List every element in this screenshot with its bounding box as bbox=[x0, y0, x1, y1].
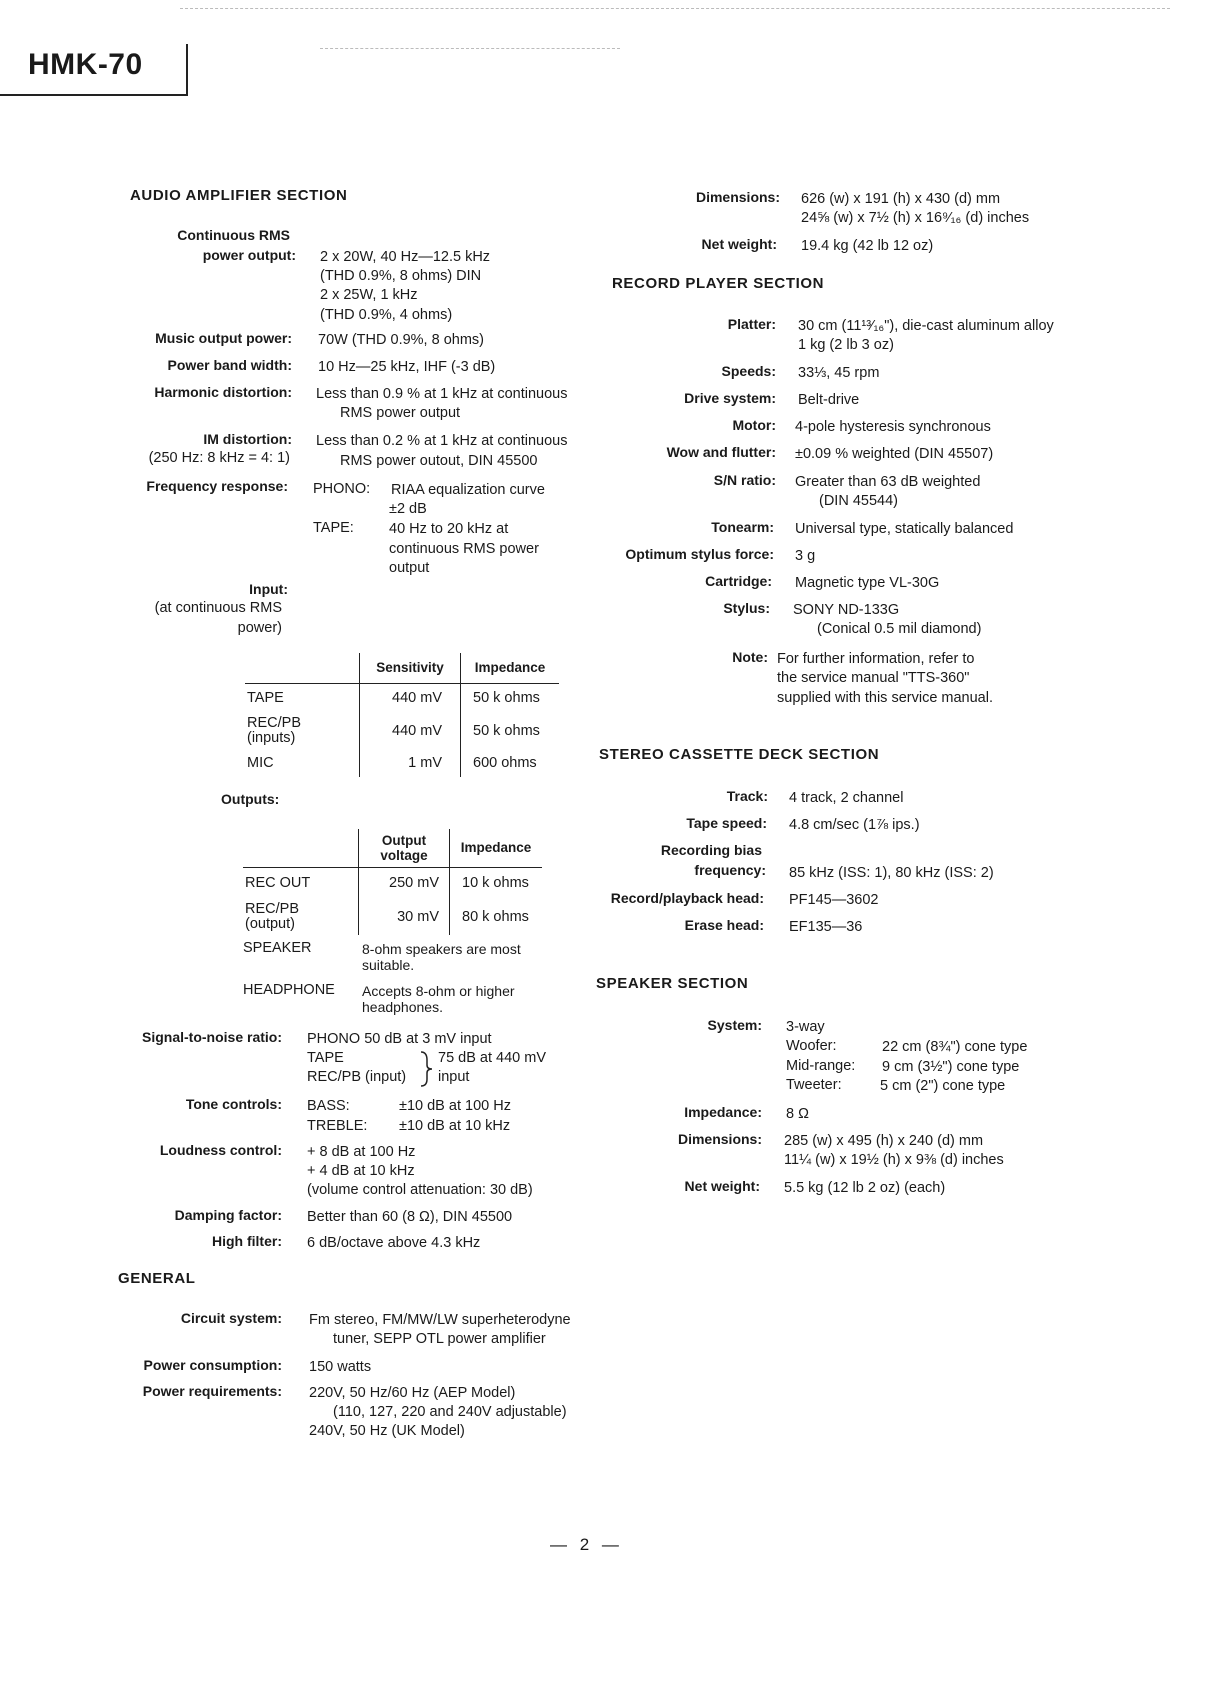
cassette-section-title: STEREO CASSETTE DECK SECTION bbox=[599, 746, 880, 763]
stylus-force-label: Optimum stylus force: bbox=[625, 546, 774, 562]
speaker-dim-label: Dimensions: bbox=[677, 1131, 762, 1147]
tweeter-key: Tweeter: bbox=[786, 1077, 842, 1093]
rms-value-3: 2 x 25W, 1 kHz bbox=[320, 287, 418, 303]
table-row bbox=[245, 713, 559, 749]
table-row bbox=[245, 683, 559, 713]
net-weight-label: Net weight: bbox=[701, 236, 777, 252]
erase-head-value: EF135—36 bbox=[789, 919, 863, 935]
output-row-name: REC/PB bbox=[245, 901, 299, 917]
input-row-name: TAPE bbox=[247, 690, 284, 707]
record-section-title: RECORD PLAYER SECTION bbox=[612, 275, 825, 292]
input-row-name-cell bbox=[245, 713, 360, 749]
bias-value: 85 kHz (ISS: 1), 80 kHz (ISS: 2) bbox=[789, 865, 994, 881]
woofer-key: Woofer: bbox=[786, 1038, 837, 1054]
music-output-value: 70W (THD 0.9%, 8 ohms) bbox=[318, 332, 484, 348]
input-row-imp: 50 k ohms bbox=[461, 713, 560, 749]
tape-speed-label: Tape speed: bbox=[686, 815, 767, 831]
input-header-impedance: Impedance bbox=[461, 653, 560, 683]
loudness-value-3: (volume control attenuation: 30 dB) bbox=[307, 1182, 533, 1198]
erase-head-label: Erase head: bbox=[684, 917, 764, 933]
harmonic-value-1: Less than 0.9 % at 1 kHz at continuous bbox=[316, 386, 568, 402]
loudness-label: Loudness control: bbox=[159, 1142, 282, 1158]
loudness-value-2: + 4 dB at 10 kHz bbox=[307, 1163, 415, 1179]
output-table-corner bbox=[243, 829, 359, 867]
table-row bbox=[243, 867, 542, 899]
frequency-label: Frequency response: bbox=[146, 478, 288, 494]
cartridge-value: Magnetic type VL-30G bbox=[795, 575, 940, 591]
mid-val: 9 cm (3½") cone type bbox=[882, 1059, 1020, 1075]
input-header-sensitivity: Sensitivity bbox=[360, 653, 461, 683]
dimensions-value-1: 626 (w) x 191 (h) x 430 (d) mm bbox=[801, 191, 1001, 207]
output-row-volt: 250 mV bbox=[359, 867, 450, 899]
im-label-2: (250 Hz: 8 kHz = 4: 1) bbox=[148, 450, 290, 466]
woofer-val: 22 cm (8¾") cone type bbox=[882, 1039, 1028, 1055]
bias-label-1: Recording bias bbox=[660, 842, 762, 858]
speaker-out-text-2: suitable. bbox=[362, 957, 415, 973]
circuit-label: Circuit system: bbox=[180, 1310, 282, 1326]
stylus-value-2: (Conical 0.5 mil diamond) bbox=[817, 621, 982, 637]
phono-key: PHONO: bbox=[313, 481, 371, 497]
tone-bass-val: ±10 dB at 100 Hz bbox=[399, 1098, 511, 1114]
output-row-name: REC OUT bbox=[245, 875, 311, 892]
sn-ratio-value-2: (DIN 45544) bbox=[819, 493, 898, 509]
output-row-imp: 80 k ohms bbox=[450, 899, 543, 935]
speaker-out-name: SPEAKER bbox=[243, 940, 312, 956]
tone-label: Tone controls: bbox=[185, 1096, 282, 1112]
track-label: Track: bbox=[726, 788, 768, 804]
speaker-weight-label: Net weight: bbox=[684, 1178, 760, 1194]
header-vertical-rule bbox=[186, 44, 188, 96]
sn-recpb: REC/PB (input) bbox=[307, 1069, 407, 1085]
sn-tape-value2: input bbox=[438, 1069, 470, 1085]
speaker-out-text-1: 8-ohm speakers are most bbox=[362, 941, 521, 957]
sn-tape-value: 75 dB at 440 mV bbox=[438, 1050, 547, 1066]
tape-value-3: output bbox=[389, 560, 430, 576]
consumption-value: 150 watts bbox=[309, 1359, 372, 1375]
sn-ratio-value-1: Greater than 63 dB weighted bbox=[795, 474, 981, 490]
phono-value-1: RIAA equalization curve bbox=[391, 482, 545, 498]
tape-value-1: 40 Hz to 20 kHz at bbox=[389, 521, 509, 537]
audio-section-title: AUDIO AMPLIFIER SECTION bbox=[130, 187, 348, 204]
tape-value-2: continuous RMS power bbox=[389, 541, 539, 557]
input-row-sens: 1 mV bbox=[360, 749, 461, 777]
output-row-imp: 10 k ohms bbox=[450, 867, 543, 899]
platter-value-2: 1 kg (2 lb 3 oz) bbox=[798, 337, 894, 353]
rms-label-1: Continuous RMS bbox=[177, 227, 290, 243]
tape-speed-value: 4.8 cm/sec (1⅞ ips.) bbox=[789, 817, 920, 833]
net-weight-value: 19.4 kg (42 lb 12 oz) bbox=[801, 238, 934, 254]
drive-label: Drive system: bbox=[684, 390, 776, 406]
impedance-value: 8 Ω bbox=[786, 1106, 809, 1122]
table-row bbox=[243, 899, 542, 935]
rec-head-label: Record/playback head: bbox=[610, 890, 764, 906]
input-sub-1: (at continuous RMS bbox=[154, 600, 282, 616]
requirements-value-2: (110, 127, 220 and 240V adjustable) bbox=[333, 1404, 567, 1420]
rms-label-2: power output: bbox=[202, 247, 296, 263]
model-title: HMK-70 bbox=[28, 48, 143, 81]
wow-label: Wow and flutter: bbox=[666, 444, 776, 460]
sn-phono: PHONO 50 dB at 3 mV input bbox=[307, 1031, 492, 1047]
speeds-value: 33⅓, 45 rpm bbox=[798, 365, 880, 381]
im-label-1: IM distortion: bbox=[203, 431, 292, 447]
harmonic-value-2: RMS power output bbox=[340, 405, 461, 421]
sn-ratio-label: S/N ratio: bbox=[713, 472, 776, 488]
stylus-label: Stylus: bbox=[723, 600, 770, 616]
output-table bbox=[243, 829, 542, 935]
tone-treble-val: ±10 dB at 10 kHz bbox=[399, 1118, 511, 1134]
bias-label-2: frequency: bbox=[694, 862, 766, 878]
rms-value-2: (THD 0.9%, 8 ohms) DIN bbox=[320, 268, 482, 284]
harmonic-label: Harmonic distortion: bbox=[154, 384, 292, 400]
circuit-value-2: tuner, SEPP OTL power amplifier bbox=[333, 1331, 546, 1347]
circuit-value-1: Fm stereo, FM/MW/LW superheterodyne bbox=[309, 1312, 571, 1328]
im-value-2: RMS power outout, DIN 45500 bbox=[340, 453, 538, 469]
tone-bass-key: BASS: bbox=[307, 1098, 350, 1114]
note-label: Note: bbox=[732, 649, 768, 665]
headphone-out-name: HEADPHONE bbox=[243, 982, 335, 998]
rms-value-1: 2 x 20W, 40 Hz—12.5 kHz bbox=[320, 249, 491, 265]
tonearm-label: Tonearm: bbox=[711, 519, 774, 535]
stylus-value-1: SONY ND-133G bbox=[793, 602, 900, 618]
damping-label: Damping factor: bbox=[174, 1207, 282, 1223]
rec-head-value: PF145—3602 bbox=[789, 892, 879, 908]
outputs-label: Outputs: bbox=[221, 791, 280, 807]
input-table bbox=[245, 653, 559, 777]
output-header-line2: voltage bbox=[380, 847, 428, 863]
speaker-weight-value: 5.5 kg (12 lb 2 oz) (each) bbox=[784, 1180, 946, 1196]
note-value-3: supplied with this service manual. bbox=[777, 690, 993, 706]
brace-icon bbox=[419, 1050, 435, 1088]
band-width-value: 10 Hz—25 kHz, IHF (-3 dB) bbox=[318, 359, 496, 375]
im-value-1: Less than 0.2 % at 1 kHz at continuous bbox=[316, 433, 568, 449]
headphone-out-text-1: Accepts 8-ohm or higher bbox=[362, 983, 515, 999]
dimensions-value-2: 24⅝ (w) x 7½ (h) x 16⁹⁄₁₆ (d) inches bbox=[801, 210, 1030, 226]
band-width-label: Power band width: bbox=[167, 357, 292, 373]
system-value: 3-way bbox=[786, 1019, 825, 1035]
damping-value: Better than 60 (8 Ω), DIN 45500 bbox=[307, 1209, 513, 1225]
input-row-imp: 50 k ohms bbox=[461, 683, 560, 713]
input-row-name: REC/PB bbox=[247, 715, 301, 731]
header-underline bbox=[0, 94, 188, 96]
drive-value: Belt-drive bbox=[798, 392, 860, 408]
input-label: Input: bbox=[249, 581, 288, 597]
dimensions-label: Dimensions: bbox=[695, 189, 780, 205]
speeds-label: Speeds: bbox=[721, 363, 776, 379]
system-label: System: bbox=[707, 1017, 762, 1033]
output-row-name-cell bbox=[243, 899, 359, 935]
output-header-impedance: Impedance bbox=[450, 829, 543, 867]
loudness-value-1: + 8 dB at 100 Hz bbox=[307, 1144, 416, 1160]
note-value-1: For further information, refer to bbox=[777, 651, 975, 667]
high-filter-value: 6 dB/octave above 4.3 kHz bbox=[307, 1235, 481, 1251]
mid-key: Mid-range: bbox=[786, 1058, 856, 1074]
header-dashed-rule bbox=[320, 48, 620, 49]
wow-value: ±0.09 % weighted (DIN 45507) bbox=[795, 446, 994, 462]
consumption-label: Power consumption: bbox=[143, 1357, 282, 1373]
rms-value-4: (THD 0.9%, 4 ohms) bbox=[320, 307, 453, 323]
output-row-name2: (output) bbox=[245, 916, 295, 932]
requirements-label: Power requirements: bbox=[142, 1383, 282, 1399]
tweeter-val: 5 cm (2") cone type bbox=[880, 1078, 1006, 1094]
high-filter-label: High filter: bbox=[212, 1233, 282, 1249]
input-row-sens: 440 mV bbox=[360, 683, 461, 713]
note-value-2: the service manual "TTS-360" bbox=[777, 670, 970, 686]
table-row bbox=[245, 749, 559, 777]
input-row-imp: 600 ohms bbox=[461, 749, 560, 777]
page-number: — 2 — bbox=[550, 1535, 623, 1554]
input-row-name: MIC bbox=[247, 755, 274, 771]
cartridge-label: Cartridge: bbox=[705, 573, 772, 589]
sn-label: Signal-to-noise ratio: bbox=[142, 1029, 282, 1045]
sn-tape: TAPE bbox=[307, 1050, 344, 1066]
requirements-value-1: 220V, 50 Hz/60 Hz (AEP Model) bbox=[309, 1385, 516, 1401]
general-section-title: GENERAL bbox=[118, 1270, 196, 1287]
input-table-corner bbox=[245, 653, 360, 683]
speaker-section-title: SPEAKER SECTION bbox=[596, 975, 749, 992]
impedance-label: Impedance: bbox=[684, 1104, 762, 1120]
tonearm-value: Universal type, statically balanced bbox=[795, 521, 1014, 537]
speaker-dim-value-1: 285 (w) x 495 (h) x 240 (d) mm bbox=[784, 1133, 984, 1149]
input-sub-2: power) bbox=[237, 620, 282, 636]
platter-label: Platter: bbox=[727, 316, 776, 332]
music-output-label: Music output power: bbox=[155, 330, 292, 346]
output-row-volt: 30 mV bbox=[359, 899, 450, 935]
top-dashed-rule bbox=[180, 8, 1170, 9]
track-value: 4 track, 2 channel bbox=[789, 790, 904, 806]
tone-treble-key: TREBLE: bbox=[307, 1118, 368, 1134]
motor-value: 4-pole hysteresis synchronous bbox=[795, 419, 991, 435]
speaker-dim-value-2: 11¼ (w) x 19½ (h) x 9⅜ (d) inches bbox=[784, 1152, 1004, 1168]
headphone-out-text-2: headphones. bbox=[362, 999, 443, 1015]
stylus-force-value: 3 g bbox=[795, 548, 816, 564]
output-header-line1: Output bbox=[381, 832, 427, 848]
input-row-name2: (inputs) bbox=[247, 730, 296, 746]
requirements-value-3: 240V, 50 Hz (UK Model) bbox=[309, 1423, 465, 1439]
motor-label: Motor: bbox=[732, 417, 776, 433]
tape-key: TAPE: bbox=[313, 520, 354, 536]
output-header-voltage bbox=[359, 829, 450, 867]
phono-value-2: ±2 dB bbox=[389, 501, 427, 517]
platter-value-1: 30 cm (11¹³⁄₁₆"), die-cast aluminum alloy bbox=[798, 318, 1054, 334]
input-row-sens: 440 mV bbox=[360, 713, 461, 749]
